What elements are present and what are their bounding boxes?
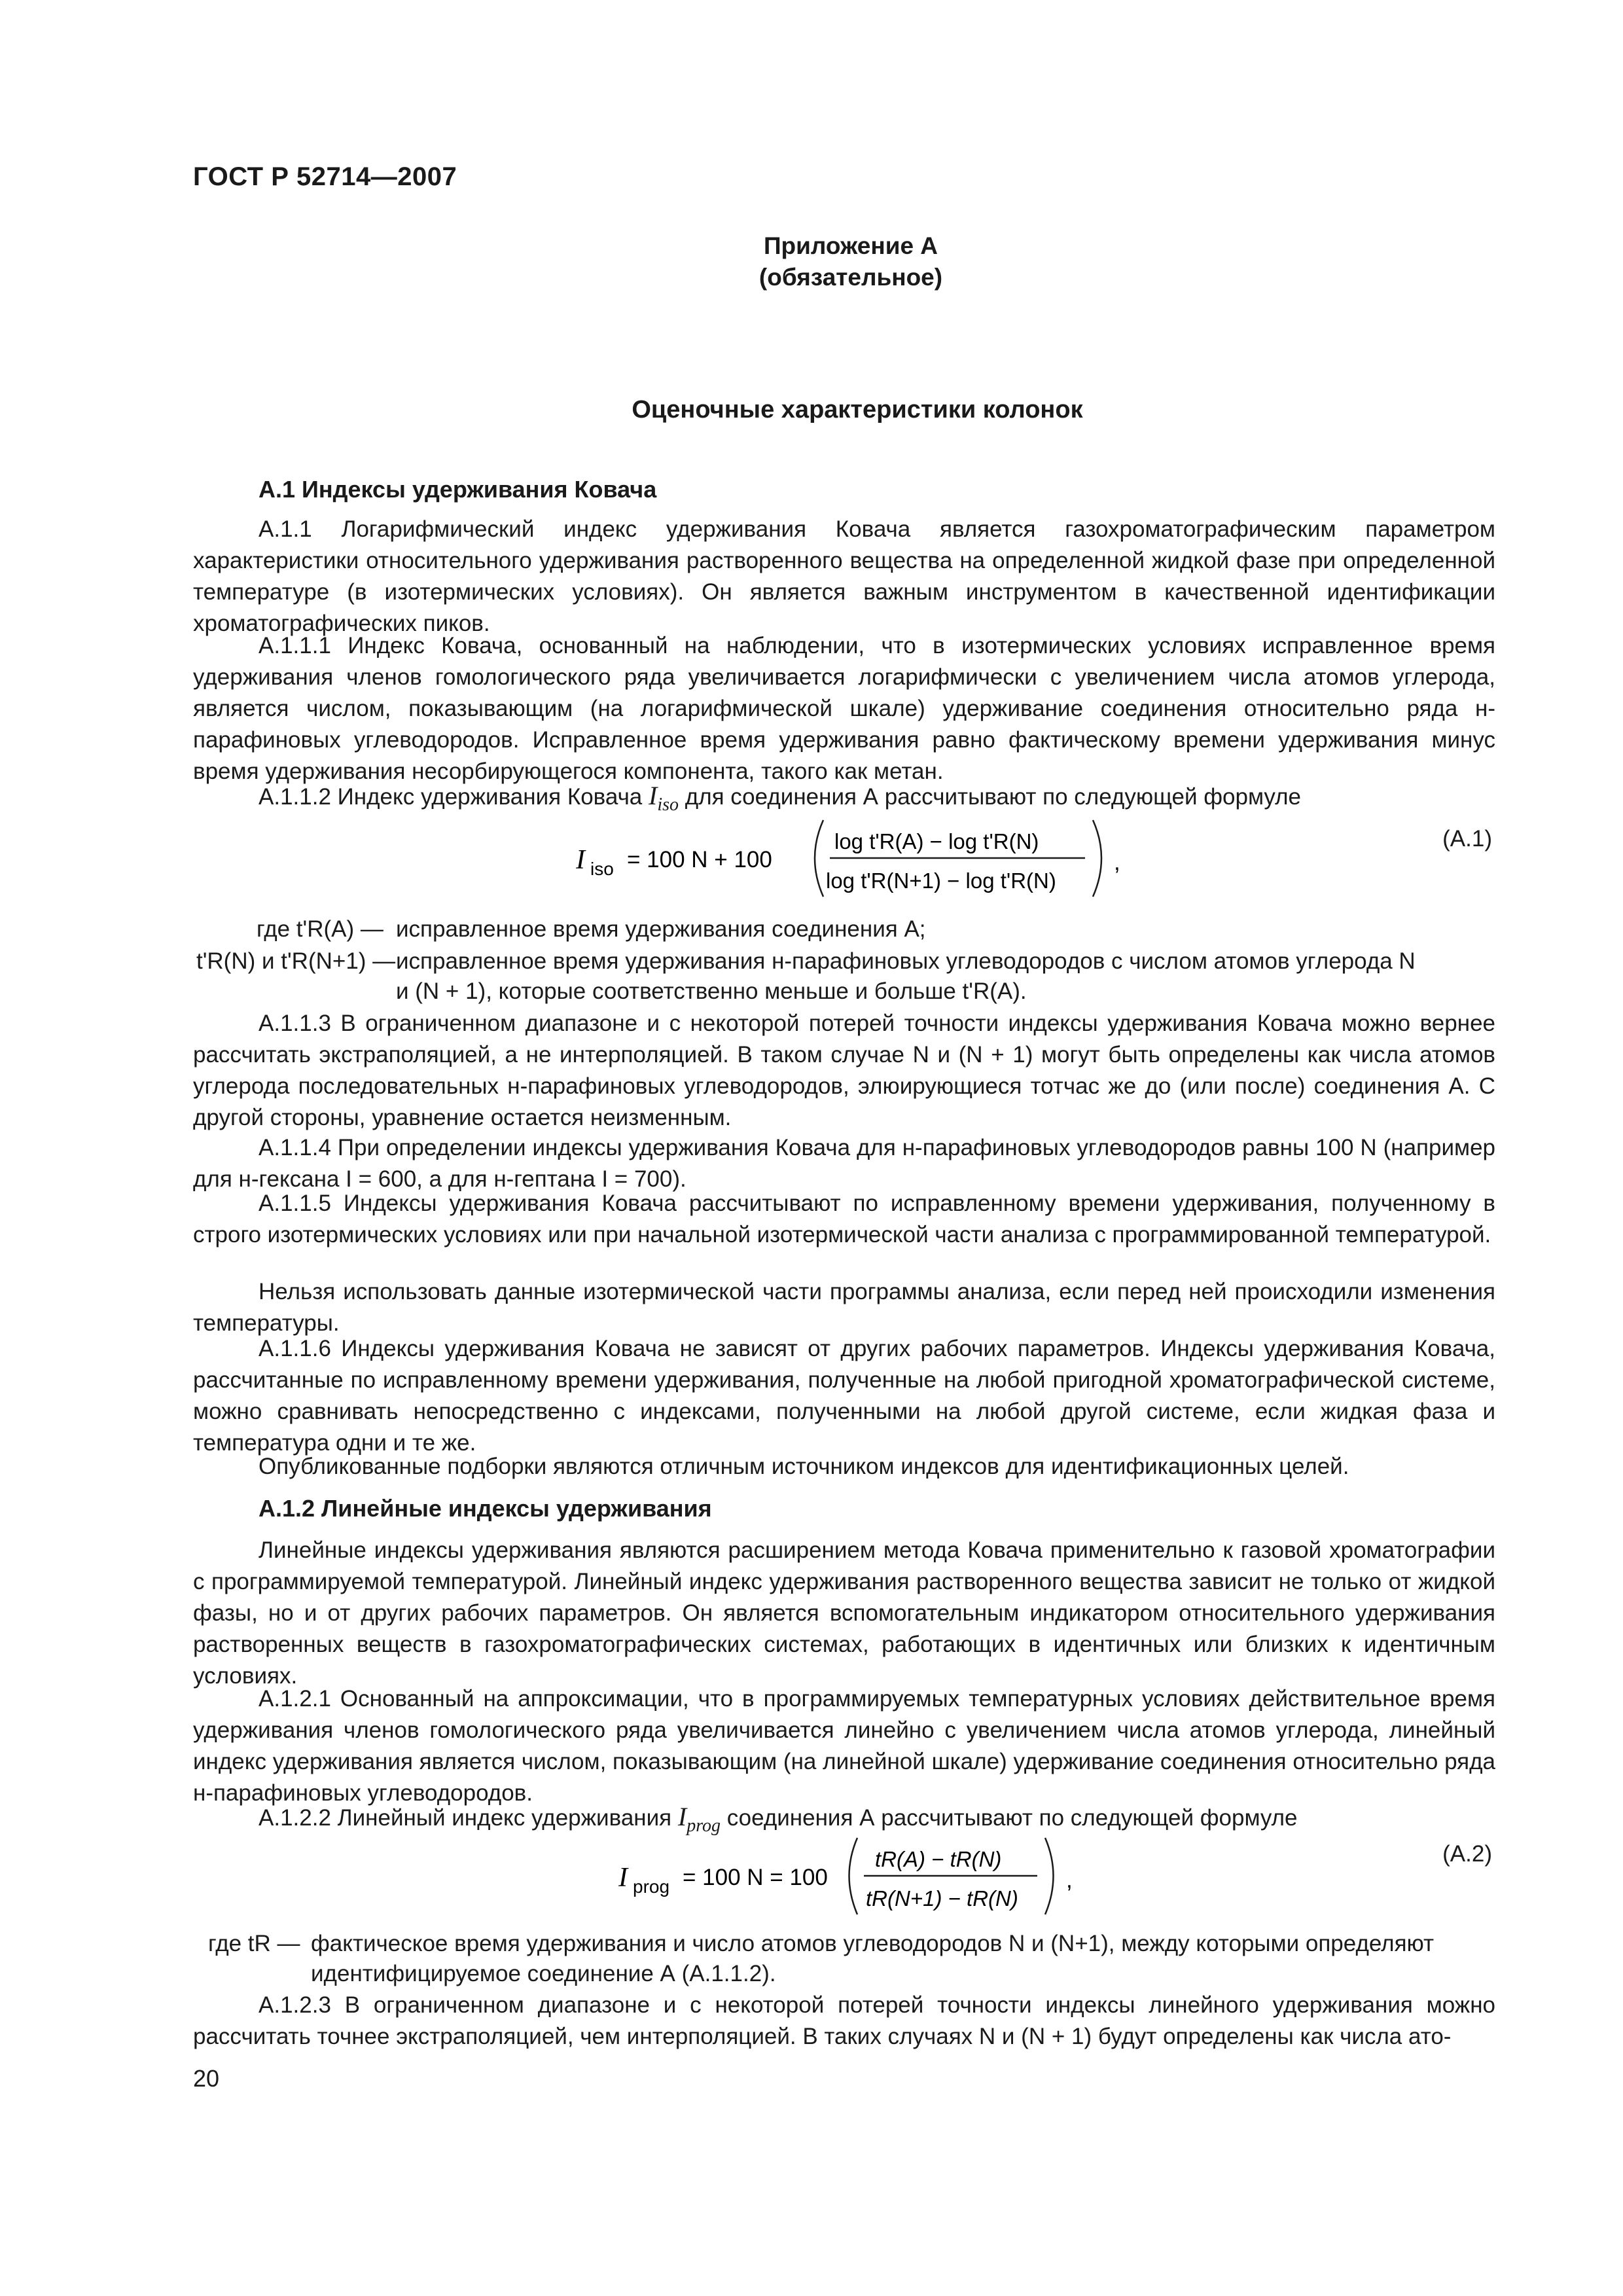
svg-text:prog: prog — [633, 1876, 670, 1897]
where-label-3: где tR — — [208, 1931, 300, 1956]
formula-a2 — [618, 1833, 1116, 1927]
svg-text:I: I — [576, 845, 585, 875]
prog-symbol: $I_{prog}$ — [677, 1802, 721, 1836]
svg-text:= 100 N + 100: = 100 N + 100 — [627, 847, 772, 872]
paragraph-a1222: А.1.2.2 Линейный индекс удерживания $I_{prog}$ соединения А рассчитывают по следующей формуле — [259, 1802, 1298, 1836]
paragraph-a1111: А.1.1.1 Индекс Ковача, основанный на наблюдении, что в изотермических условиях исправленное время удерживания членов гомологического ряда увеличивается логарифмически с увеличением числа атомов углерода, является числом, показывающим (на логарифмической шкале) удерживание соединения относительно ряда н-парафиновых углеводородов. Исправленное время удерживания равно фактическому времени удерживания минус время удерживания несорбирующегося компонента, такого как метан. — [193, 633, 1495, 784]
svg-text:tR(A) − tR(N): tR(A) − tR(N) — [875, 1847, 1002, 1871]
paragraph-a111: А.1.1 Логарифмический индекс удерживания Ковача является газохроматографическим параметром характеристики относительного удерживания растворенного вещества на определенной жидкой фазе при определенной температуре (в изотермических условиях). Он является важным инструментом в качественной идентификации хроматографических пиков. — [193, 516, 1495, 636]
formula-a1-graphic — [576, 815, 1165, 903]
where-text-3: фактическое время удерживания и число атомов углеводородов N и (N+1), между которыми определяют — [311, 1931, 1435, 1956]
section-heading-a12: А.1.2 Линейные индексы удерживания — [259, 1495, 712, 1522]
where-text-2: исправленное время удерживания н-парафиновых углеводородов с числом атомов углерода N — [396, 948, 1416, 974]
section-heading-a1: А.1 Индексы удерживания Ковача — [259, 476, 657, 503]
svg-text:log t'R(A) − log t'R(N): log t'R(A) − log t'R(N) — [834, 829, 1039, 853]
where-label-1: где t'R(A) — — [257, 916, 383, 942]
equation-number-a2: (А.2) — [1442, 1841, 1492, 1867]
where-label-2: t'R(N) и t'R(N+1) — — [196, 948, 396, 974]
document-code: ГОСТ Р 52714—2007 — [193, 162, 457, 191]
svg-text:= 100 N = 100: = 100 N = 100 — [683, 1865, 828, 1890]
annex-status: (обязательное) — [758, 264, 943, 291]
svg-text:iso: iso — [590, 859, 614, 879]
svg-text:,: , — [1114, 850, 1120, 875]
svg-text:I: I — [618, 1863, 628, 1893]
svg-text:,: , — [1066, 1867, 1073, 1893]
paragraph-a1221: А.1.2.1 Основанный на аппроксимации, что в программируемых температурных условиях действительное время удерживания членов гомологического ряда увеличивается линейно с увеличением числа атомов углерода, линейный индекс удерживания является числом, показывающим (на линейной шкале) удерживание соединения относительно ряда н-парафиновых углеводородов. — [193, 1686, 1495, 1806]
paragraph-a1223: А.1.2.3 В ограниченном диапазоне и с некоторой потерей точности индексы линейного удерживания можно рассчитать точнее экстраполяцией, чем интерполяцией. В таких случаях N и (N + 1) будут определены как числа ато- — [193, 1992, 1495, 2049]
svg-text:log t'R(N+1) − log t'R(N): log t'R(N+1) − log t'R(N) — [826, 869, 1056, 893]
paragraph-a1114: А.1.1.4 При определении индексы удерживания Ковача для н-парафиновых углеводородов равны 100 N (например для н-гексана I = 600, а для н-гептана I = 700). — [193, 1135, 1495, 1192]
paragraph-a12: Линейные индексы удерживания являются расширением метода Ковача применительно к газовой хроматографии с программируемой температурой. Линейный индекс удерживания растворенного вещества зависит не только от жидкой фазы, но и от других рабочих параметров. Он является вспомогательным индикатором относительного удерживания растворенных веществ в газохроматографических системах, работающих в идентичных или близких к идентичным условиях. — [193, 1537, 1495, 1689]
formula-a1 — [576, 815, 1165, 909]
annex-label: Приложение А — [763, 232, 938, 259]
svg-text:tR(N+1) − tR(N): tR(N+1) − tR(N) — [866, 1886, 1018, 1910]
page-number: 20 — [193, 2065, 220, 2092]
paragraph-a1113: А.1.1.3 В ограниченном диапазоне и с некоторой потерей точности индексы удерживания Ковача можно вернее рассчитать экстраполяцией, а не интерполяцией. В таком случае N и (N + 1) могут быть определены как числа атомов углерода последовательных н-парафиновых углеводородов, элюирующиеся тотчас же до (или после) соединения А. С другой стороны, уравнение остается неизменным. — [193, 1011, 1495, 1130]
paragraph-a1112: А.1.1.2 Индекс удерживания Ковача $I_{iso}$ для соединения А рассчитывают по следующей формуле — [259, 781, 1302, 815]
paragraph-a1116: А.1.1.6 Индексы удерживания Ковача не зависят от других рабочих параметров. Индексы удерживания Ковача, рассчитанные по исправленному времени удерживания, полученные на любой пригодной хроматографической системе, можно сравнивать непосредственно с индексами, полученными на любой другой системе, если жидкая фаза и температура одни и те же. — [193, 1336, 1495, 1456]
where-text-3b: идентифицируемое соединение А (А.1.1.2). — [311, 1961, 776, 1986]
paragraph-a1115: А.1.1.5 Индексы удерживания Ковача рассчитывают по исправленному времени удерживания, полученному в строго изотермических условиях или при начальной изотермической части анализа с программированной температурой. — [193, 1191, 1495, 1247]
equation-number-a1: (А.1) — [1442, 826, 1492, 852]
where-text-2b: и (N + 1), которые соответственно меньше и больше t'R(A). — [396, 978, 1027, 1004]
paragraph-a1115b: Нельзя использовать данные изотермической части программы анализа, если перед ней происходили изменения температуры. — [193, 1279, 1495, 1336]
formula-a2-graphic — [618, 1833, 1116, 1921]
iso-symbol: $I_{iso}$ — [649, 781, 679, 815]
where-text-1: исправленное время удерживания соединения А; — [396, 916, 926, 942]
annex-title: Оценочные характеристики колонок — [632, 396, 1083, 423]
paragraph-published: Опубликованные подборки являются отличным источником индексов для идентификационных целей. — [259, 1454, 1349, 1479]
